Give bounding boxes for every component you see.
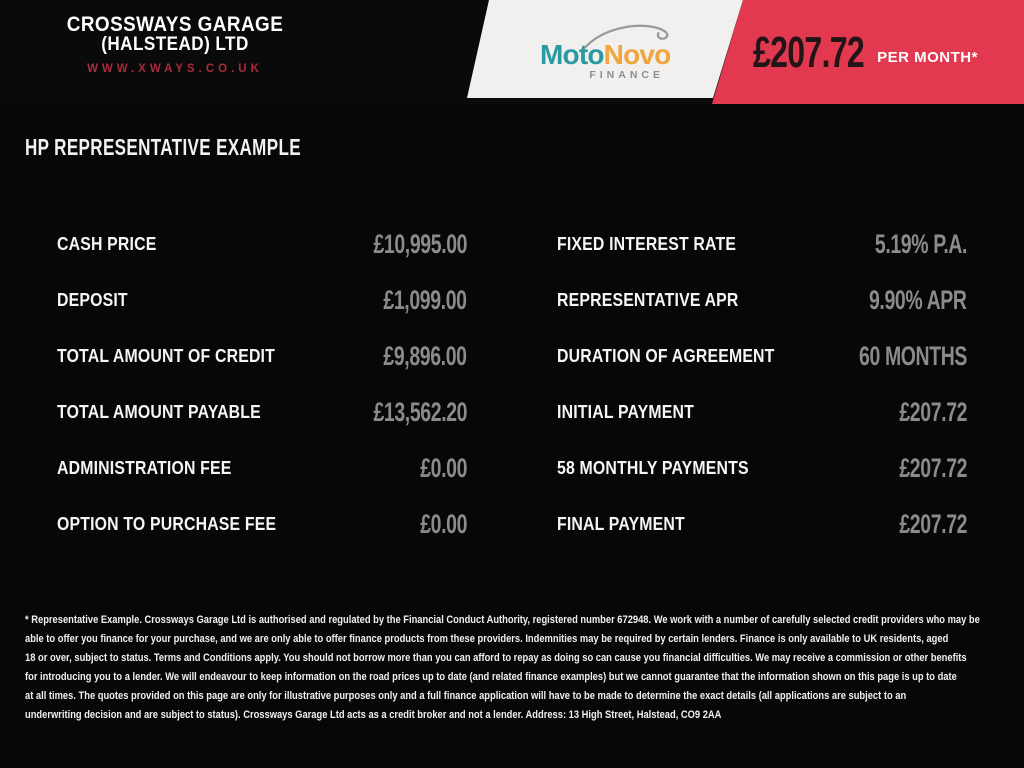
finance-label: 58 MONTHLY PAYMENTS [557,457,749,478]
finance-value: £13,562.20 [373,396,467,427]
finance-label: DEPOSIT [57,289,128,310]
finance-column-left [57,216,467,552]
dealer-name-line1: CROSSWAYS GARAGE [66,13,284,36]
table-row-initial-payment [557,384,967,440]
table-row-option-fee [57,496,467,552]
finance-label: TOTAL AMOUNT PAYABLE [57,401,261,422]
fine-print-line: for introducing you to a lender. We will endeavour to keep information on the road prices up to date (and related finance examples) but we cannot guarantee that the information shown on this page is up to date [25,671,957,683]
finance-label: CASH PRICE [57,233,157,254]
finance-label: INITIAL PAYMENT [557,401,695,422]
motonovo-finance-logo [540,39,671,81]
finance-value: £10,995.00 [373,228,467,259]
table-row-interest-rate [557,216,967,272]
fine-print-line: * Representative Example. Crossways Garage Ltd is authorised and regulated by the Financial Conduct Authority, registered number 672948. We work with a number of carefully selected credit providers who may be [25,614,980,626]
finance-value: 60 MONTHS [858,340,967,371]
dealer-name-line2: (HALSTEAD) LTD [101,34,249,55]
motonovo-word-moto: Moto [540,39,604,70]
monthly-price-block [753,0,978,105]
fine-print-line: 18 or over, subject to status. Terms and Conditions apply. You should not borrow more than you can afford to repay as doing so can cause you financial difficulties. We may receive a commission or other benefits [25,652,967,664]
table-row-admin-fee [57,440,467,496]
finance-value: £9,896.00 [383,340,467,371]
table-row-duration [557,328,967,384]
fine-print-line: at all times. The quotes provided on this page are only for illustrative purposes only and a full finance application will have to be made to determine the exact details (all applications are subject to an [25,690,907,702]
finance-label: ADMINISTRATION FEE [57,457,232,478]
finance-label: FIXED INTEREST RATE [557,233,737,254]
finance-label: OPTION TO PURCHASE FEE [57,513,277,534]
dealer-website-link[interactable]: WWW.XWAYS.CO.UK [87,63,263,75]
monthly-price-per-label: PER MONTH* [877,49,978,66]
finance-label: TOTAL AMOUNT OF CREDIT [57,345,275,366]
table-row-monthly-payments [557,440,967,496]
table-row-total-payable [57,384,467,440]
motonovo-word-novo: Novo [603,39,671,70]
table-row-representative-apr [557,272,967,328]
finance-value: £0.00 [420,508,467,539]
legal-fine-print [25,611,1015,725]
fine-print-line: able to offer you finance for your purchase, and we are only able to offer finance products from these providers. Indemnities may be required by certain lenders. Finance is only available to UK residents, aged [25,633,949,645]
finance-column-right [557,216,967,552]
finance-value: £0.00 [420,452,467,483]
finance-table [57,216,967,552]
finance-label: DURATION OF AGREEMENT [557,345,775,366]
car-swoosh-icon [582,19,674,51]
finance-value: 9.90% APR [869,284,967,315]
finance-value: £207.72 [899,452,967,483]
finance-value: £207.72 [899,508,967,539]
fine-print-line: underwriting decision and are subject to status). Crossways Garage Ltd acts as a credit broker and not a lender. Address: 13 High Street, Halstead, CO9 2AA [25,709,722,721]
table-row-deposit [57,272,467,328]
finance-label: FINAL PAYMENT [557,513,685,534]
page-title: HP REPRESENTATIVE EXAMPLE [25,134,301,160]
finance-value: £207.72 [899,396,967,427]
dealer-logo[interactable] [0,15,350,75]
table-row-final-payment [557,496,967,552]
finance-value: £1,099.00 [383,284,467,315]
finance-value: 5.19% P.A. [874,228,967,259]
table-row-total-credit [57,328,467,384]
finance-label: REPRESENTATIVE APR [557,289,739,310]
motonovo-finance-label: FINANCE [589,69,664,81]
table-row-cash-price [57,216,467,272]
header-banner [0,0,1024,105]
monthly-price-amount: £207.72 [753,27,865,77]
